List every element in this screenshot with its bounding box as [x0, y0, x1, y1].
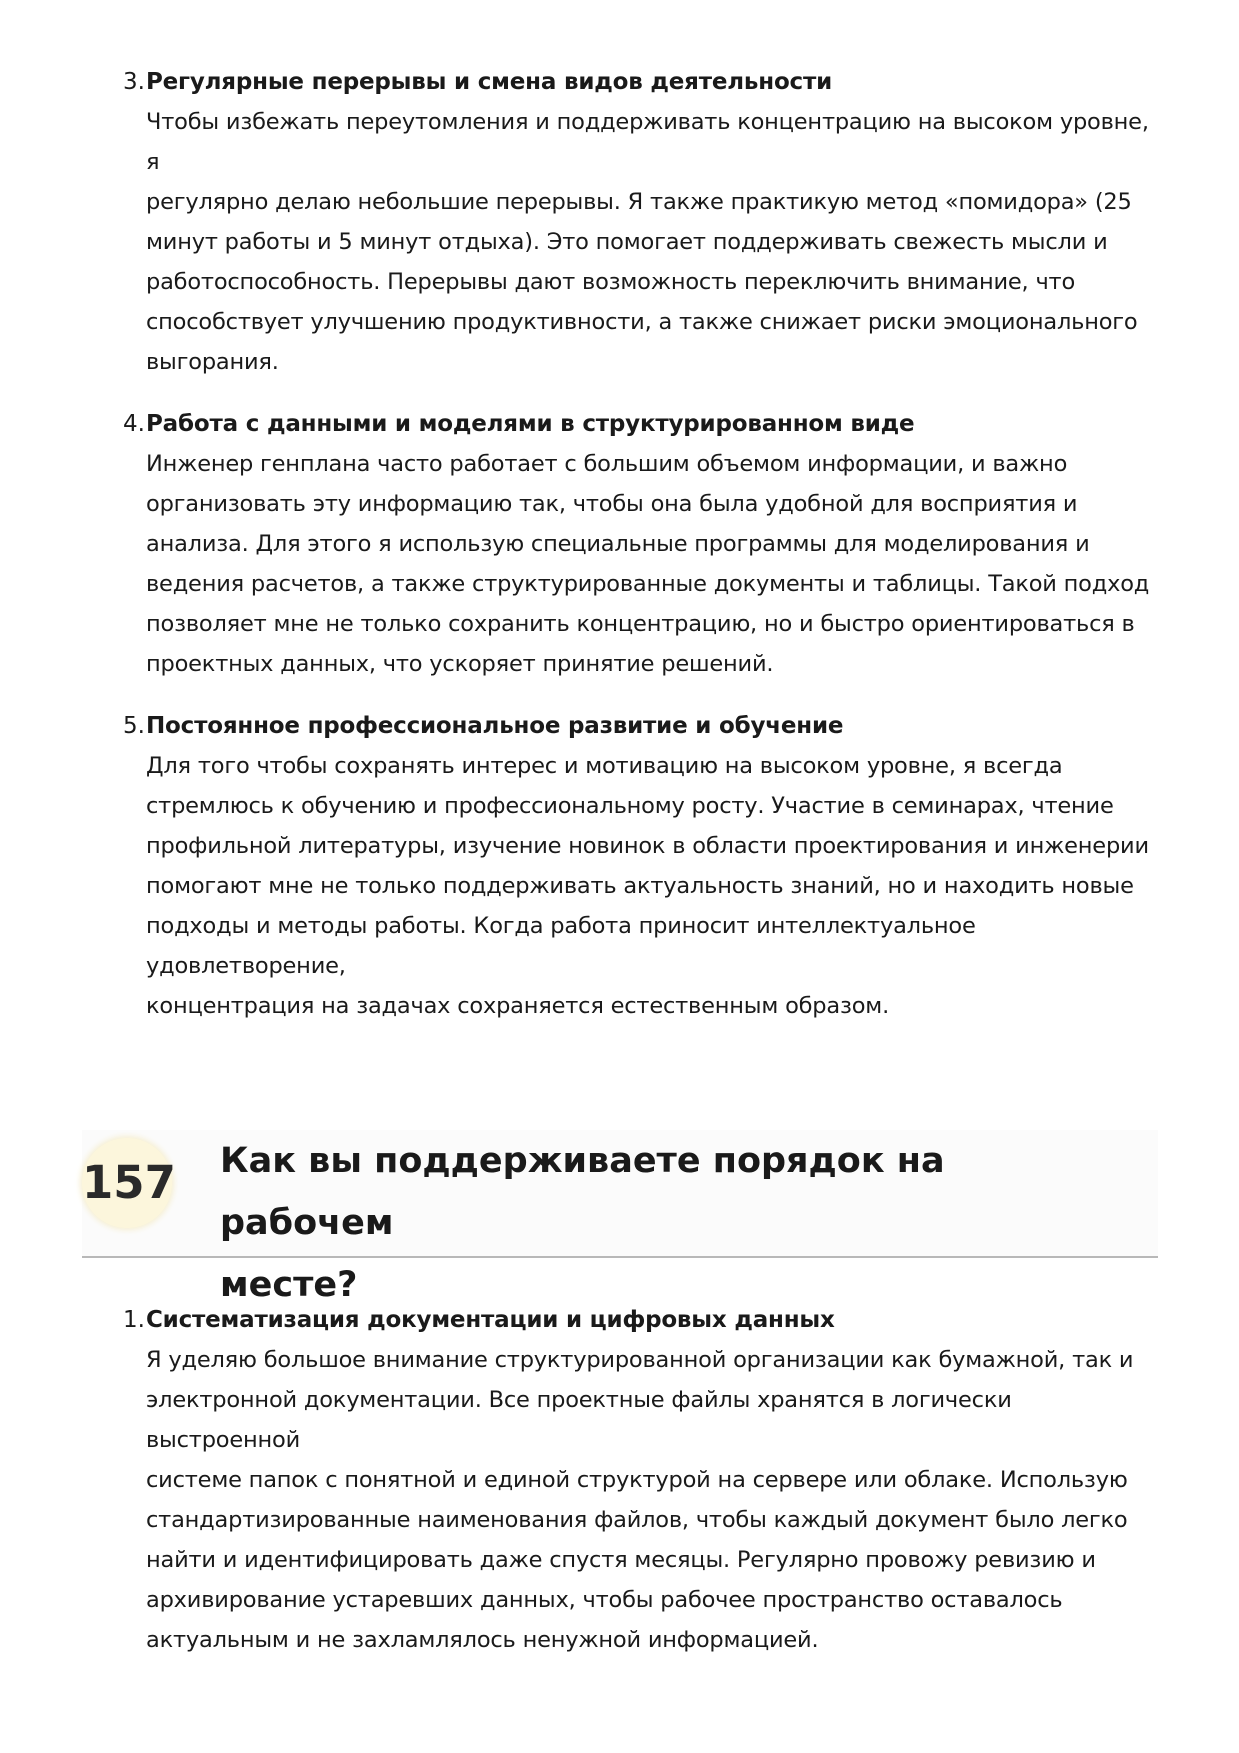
item-number: 1. [123, 1307, 145, 1333]
list-item [0, 1300, 1239, 1660]
item-number: 4. [123, 411, 145, 437]
question-title: Как вы поддерживаете порядок на рабочем месте? [220, 1141, 945, 1305]
item-title: Систематизация документации и цифровых данных [146, 1307, 835, 1333]
item-text: Инженер генплана часто работает с большим объемом информации, и важно организовать эту информацию так, чтобы она была удобной для восприятия и анализа. Для этого я использую специальные программы для моделирования и ведения расчетов, а также структурированные документы и таблицы. Такой подход позволяет мне не только сохранить концентрацию, но и быстро ориентироваться в проектных данных, что ускоряет принятие решений. [146, 451, 1150, 677]
item-title: Регулярные перерывы и смена видов деятельности [146, 69, 833, 95]
list-item [0, 706, 1239, 1026]
answer-list-previous [0, 62, 1239, 1048]
item-number: 3. [123, 69, 145, 95]
question-header [82, 1130, 1158, 1305]
answer-list [0, 1300, 1239, 1682]
item-text: Для того чтобы сохранять интерес и мотивацию на высоком уровне, я всегда стремлюсь к обучению и профессиональному росту. Участие в семинарах, чтение профильной литературы, изучение новинок в области проектирования и инженерии помогают мне не только поддерживать актуальность знаний, но и находить новые подходы и методы работы. Когда работа приносит интеллектуальное удовлетворение, концентрация на задачах сохраняется естественным образом. [146, 753, 1149, 1019]
question-number-badge: 157 [82, 1138, 172, 1228]
item-title: Работа с данными и моделями в структурированном виде [146, 411, 915, 437]
item-text: Чтобы избежать переутомления и поддерживать концентрацию на высоком уровне, я регулярно делаю небольшие перерывы. Я также практикую метод «помидора» (25 минут работы и 5 минут отдыха). Это помогает поддерживать свежесть мысли и работоспособность. Перерывы дают возможность переключить внимание, что способствует улучшению продуктивности, а также снижает риски эмоционального выгорания. [146, 109, 1149, 375]
list-item [0, 404, 1239, 684]
item-title: Постоянное профессиональное развитие и обучение [146, 713, 844, 739]
item-number: 5. [123, 713, 145, 739]
list-item [0, 62, 1239, 382]
item-text: Я уделяю большое внимание структурированной организации как бумажной, так и электронной документации. Все проектные файлы хранятся в логически выстроенной системе папок с понятной и единой структурой на сервере или облаке. Использую стандартизированные наименования файлов, чтобы каждый документ было легко найти и идентифицировать даже спустя месяцы. Регулярно провожу ревизию и архивирование устаревших данных, чтобы рабочее пространство оставалось актуальным и не захламлялось ненужной информацией. [146, 1347, 1134, 1653]
